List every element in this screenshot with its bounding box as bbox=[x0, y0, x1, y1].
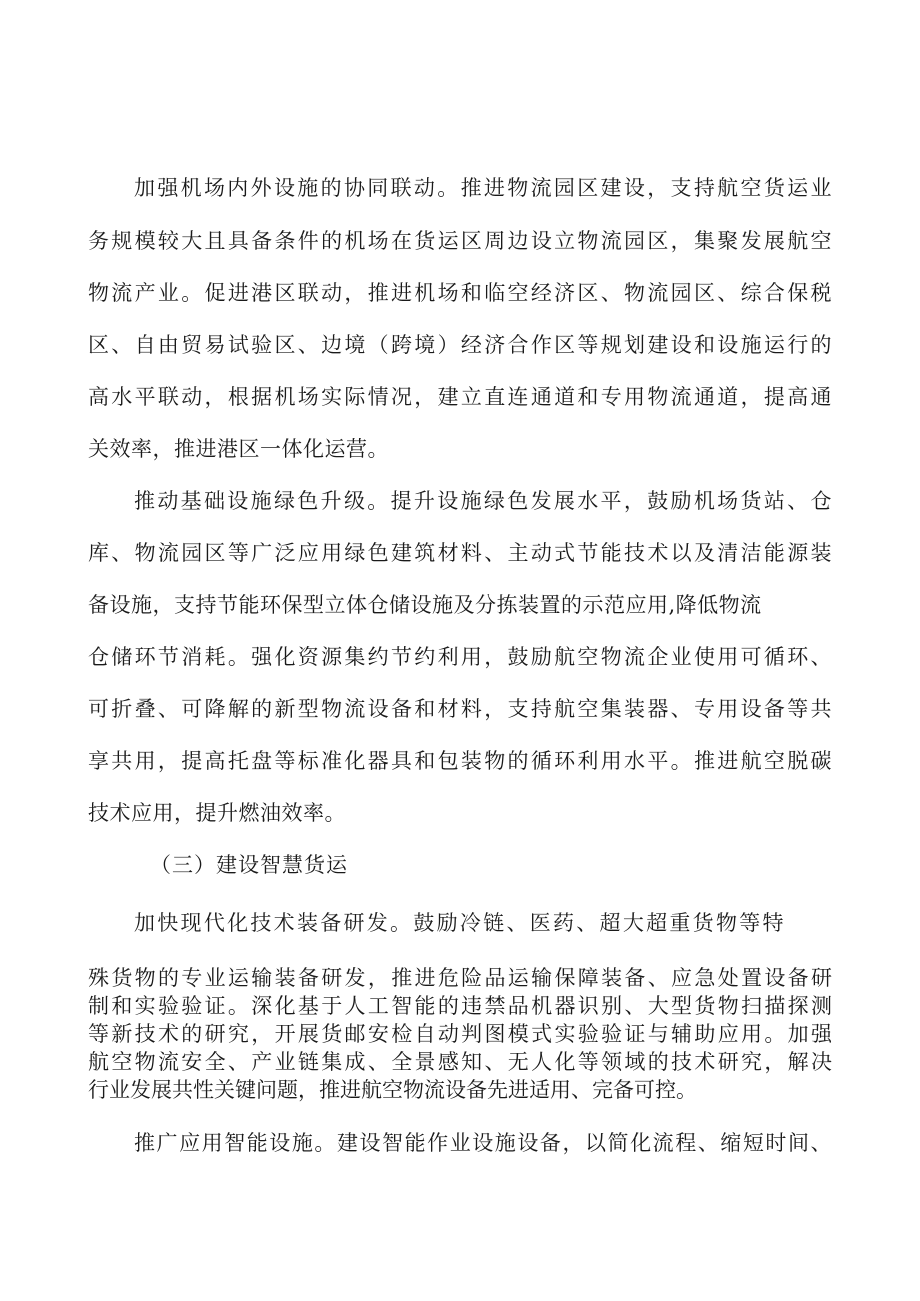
paragraph-1-line-6: 关效率，推进港区一体化运营。 bbox=[88, 437, 389, 461]
paragraph-4-line-3: 等新技术的研究，开展货邮安检自动判图模式实验验证与辅助应用。加强 bbox=[88, 1022, 832, 1046]
paragraph-1-line-2: 务规模较大且具备条件的机场在货运区周边设立物流园区，集聚发展航空 bbox=[88, 229, 832, 253]
paragraph-1-line-3: 物流产业。促进港区联动，推进机场和临空经济区、物流园区、综合保税 bbox=[88, 281, 832, 305]
paragraph-4-line-5: 行业发展共性关键问题，推进航空物流设备先进适用、完备可控。 bbox=[88, 1078, 697, 1102]
paragraph-3-line-1: 加快现代化技术装备研发。鼓励冷链、医药、超大超重货物等特 bbox=[134, 911, 784, 935]
paragraph-2-line-4: 仓储环节消耗。强化资源集约节约利用，鼓励航空物流企业使用可循环、 bbox=[88, 645, 832, 669]
paragraph-2-line-7: 技术应用，提升燃油效率。 bbox=[88, 801, 346, 825]
paragraph-2-line-5: 可折叠、可降解的新型物流设备和材料，支持航空集装器、专用设备等共 bbox=[88, 697, 832, 721]
paragraph-4-line-4: 航空物流安全、产业链集成、全景感知、无人化等领域的技术研究，解决 bbox=[88, 1050, 832, 1074]
paragraph-1-line-1: 加强机场内外设施的协同联动。推进物流园区建设，支持航空货运业 bbox=[134, 176, 832, 200]
paragraph-2-line-6: 享共用，提高托盘等标准化器具和包装物的循环利用水平。推进航空脱碳 bbox=[88, 749, 832, 773]
paragraph-5-line-1: 推广应用智能设施。建设智能作业设施设备，以简化流程、缩短时间、 bbox=[134, 1131, 832, 1155]
paragraph-1-line-4: 区、自由贸易试验区、边境（跨境）经济合作区等规划建设和设施运行的 bbox=[88, 333, 832, 357]
paragraph-4-line-2: 制和实验验证。深化基于人工智能的违禁品机器识别、大型货物扫描探测 bbox=[88, 994, 832, 1018]
paragraph-2-line-2: 库、物流园区等广泛应用绿色建筑材料、主动式节能技术以及清洁能源装 bbox=[88, 541, 832, 565]
section-heading: （三）建设智慧货运 bbox=[150, 853, 348, 877]
paragraph-2-line-3: 备设施，支持节能环保型立体仓储设施及分拣装置的示范应用,降低物流 bbox=[88, 593, 762, 617]
paragraph-2-line-1: 推动基础设施绿色升级。提升设施绿色发展水平，鼓励机场货站、仓 bbox=[134, 489, 832, 513]
paragraph-1-line-5: 高水平联动，根据机场实际情况，建立直连通道和专用物流通道，提高通 bbox=[88, 385, 832, 409]
paragraph-4-line-1: 殊货物的专业运输装备研发，推进危险品运输保障装备、应急处置设备研 bbox=[88, 966, 832, 990]
